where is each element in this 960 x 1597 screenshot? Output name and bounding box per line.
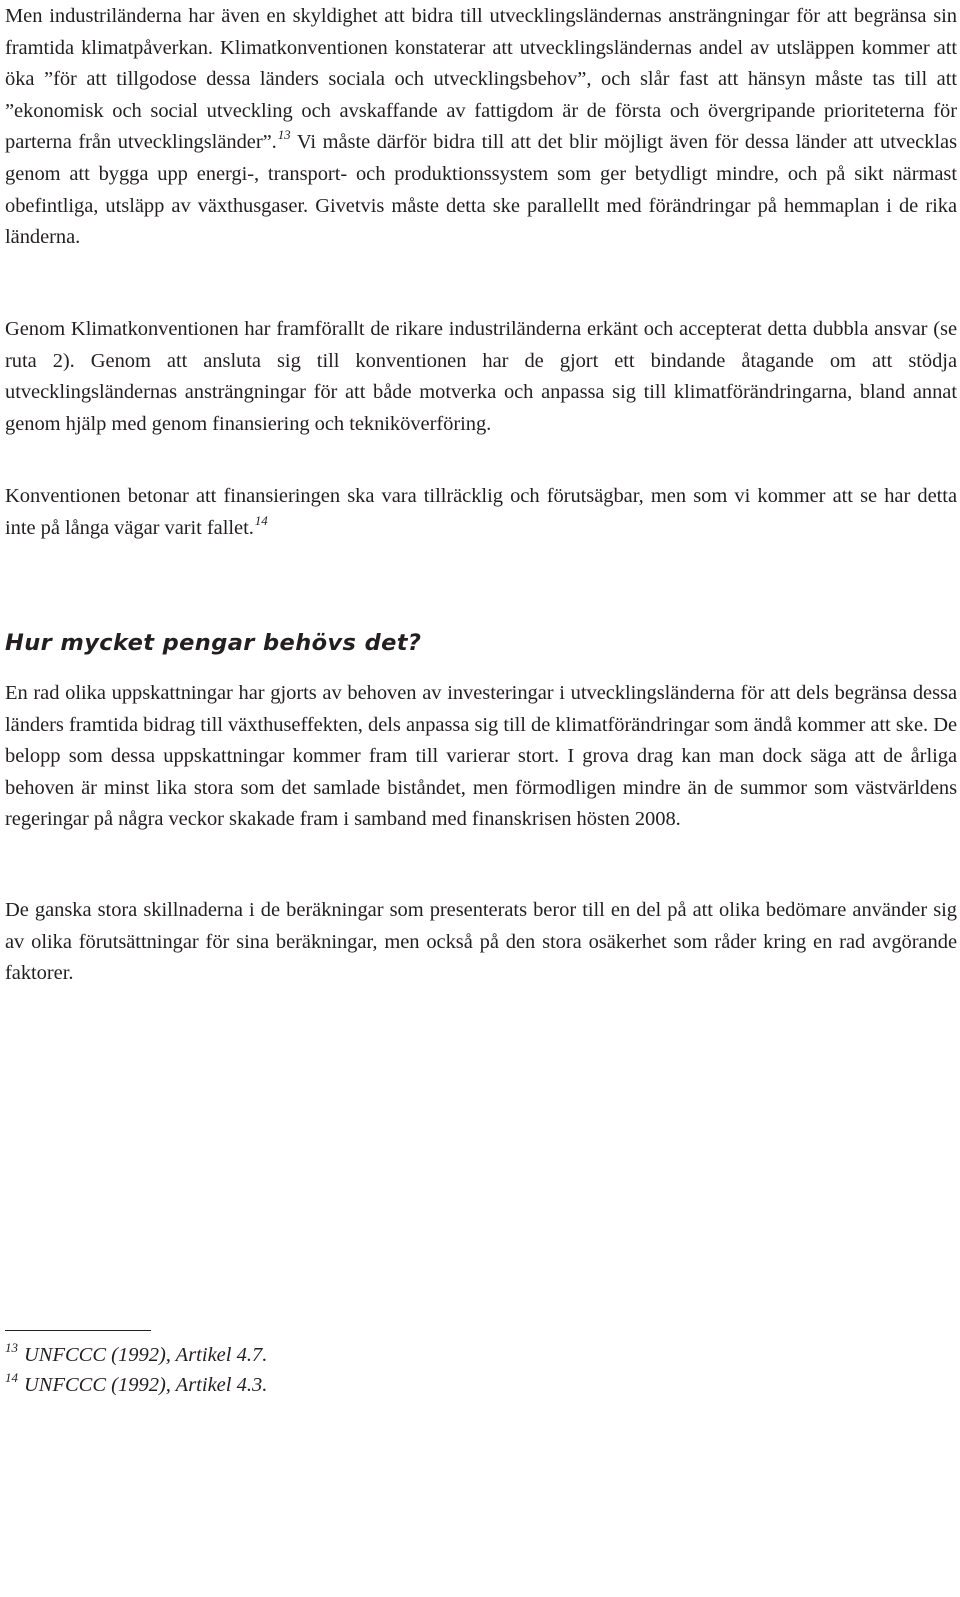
footnote-number: 13 — [5, 1340, 18, 1355]
footnote-text: UNFCCC (1992), Artikel 4.3. — [24, 1374, 268, 1396]
paragraph-1-text-b: Vi måste därför bidra till att det blir möjligt även för dessa länder att utvecklas genom att bygga upp energi-, transport- och produktionssystem som ger betydligt mindre, och på sikt närmast obefintliga, utsläpp av växthusgaser. Givetvis måste detta ske parallellt med förändringar på hemmaplan i de rika länderna. — [5, 131, 957, 249]
paragraph-5: De ganska stora skillnaderna i de beräkningar som presenterats beror till en del på att olika bedömare använder sig av olika förutsättningar för sina beräkningar, men också på den stora osäkerhet som råder kring en rad avgörande faktorer. — [5, 899, 957, 985]
paragraph-3 — [5, 481, 957, 544]
footnote-14 — [5, 1370, 267, 1400]
paragraph-3-text: Konventionen betonar att finansieringen ska vara tillräcklig och förutsägbar, men som vi kommer att se har detta inte på långa vägar varit fallet. — [5, 485, 957, 539]
footnote-number: 14 — [5, 1370, 18, 1385]
section-heading: Hur mycket pengar behövs det? — [5, 630, 422, 656]
paragraph-4: En rad olika uppskattningar har gjorts av behoven av investeringar i utvecklingsländerna för att dels begränsa dessa länders framtida bidrag till växthuseffekten, dels anpassa sig till de klimatförändringar som ändå kommer att ske. De belopp som dessa uppskattningar kommer fram till varierar stort. I grova drag kan man dock säga att de årliga behoven är minst lika stora som det samlade biståndet, men förmodligen mindre än de summor som västvärldens regeringar på några veckor skakade fram i samband med finanskrisen hösten 2008. — [5, 682, 957, 831]
paragraph-2: Genom Klimatkonventionen har framförallt de rikare industriländerna erkänt och accepterat detta dubbla ansvar (se ruta 2). Genom att ansluta sig till konventionen har de gjort ett bindande åtagande om att stödja utvecklingsländernas ansträngningar för att både motverka och anpassa sig till klimatförändringarna, bland annat genom hjälp med genom finansiering och tekniköverföring. — [5, 318, 957, 435]
paragraph-1-text-a: Men industriländerna har även en skyldighet att bidra till utvecklingsländernas ansträngningar för att begränsa sin framtida klimatpåverkan. Klimatkonventionen konstaterar att utvecklingsländernas andel av utsläppen kommer att öka ”för att tillgodose dessa länders sociala och utvecklingsbehov”, och slår fast att hänsyn måste tas till att ”ekonomisk och social utveckling och avskaffande av fattigdom är de första och övergripande prioriteterna för parterna från utvecklingsländer”. — [5, 5, 957, 154]
footnote-ref-13[interactable]: 13 — [277, 127, 291, 143]
footnote-text: UNFCCC (1992), Artikel 4.7. — [24, 1344, 268, 1366]
footnote-divider — [5, 1330, 151, 1331]
footnotes — [5, 1340, 267, 1400]
footnote-13 — [5, 1340, 267, 1370]
paragraph-1 — [5, 1, 957, 254]
footnote-ref-14[interactable]: 14 — [254, 512, 268, 528]
